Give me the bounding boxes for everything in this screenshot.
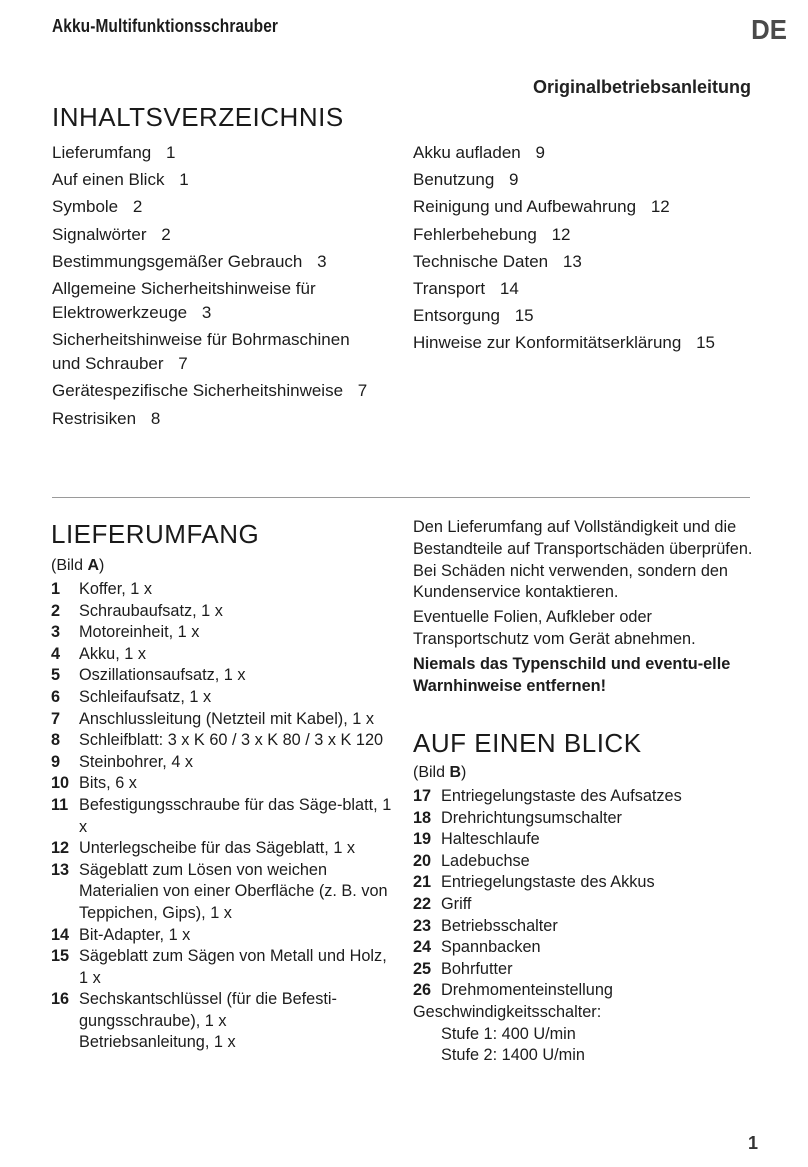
toc-entry-page: 2	[161, 224, 171, 244]
list-item	[51, 622, 396, 644]
toc-entry	[413, 277, 758, 301]
toc-entry	[413, 304, 758, 328]
list-item	[413, 959, 758, 981]
item-number: 23	[413, 916, 432, 935]
item-text: Ladebuchse	[441, 851, 530, 870]
item-number: 22	[413, 894, 432, 913]
item-text: Sechskantschlüssel (für die Befesti-gungsschraube), 1 x	[79, 990, 337, 1030]
speed-level-2: Stufe 2: 1400 U/min	[441, 1046, 585, 1065]
list-item	[51, 795, 396, 838]
toc-entry-page: 12	[551, 224, 571, 244]
section-divider	[52, 497, 750, 498]
toc-entry	[52, 379, 382, 403]
toc-entry-label: Auf einen Blick	[52, 170, 165, 190]
auf-einen-blick-heading: AUF EINEN BLICK	[413, 728, 642, 758]
figure-reference	[51, 555, 396, 576]
item-number: 16	[51, 990, 70, 1009]
toc-entry-page: 7	[357, 381, 368, 401]
list-item	[413, 872, 758, 894]
item-text: Koffer, 1 x	[79, 580, 153, 598]
toc-entry-page: 15	[696, 333, 715, 353]
item-text: Motoreinheit, 1 x	[79, 623, 200, 642]
list-item	[413, 829, 758, 851]
item-number: 15	[51, 947, 70, 966]
figure-prefix: (Bild	[51, 557, 88, 574]
item-text: Schraubaufsatz, 1 x	[79, 601, 223, 620]
figure-letter: B	[449, 764, 462, 781]
item-text: Entriegelungstaste des Aufsatzes	[441, 787, 682, 805]
list-item	[413, 786, 758, 808]
toc-entry-label: Fehlerbehebung	[413, 224, 537, 244]
toc-entry	[413, 168, 758, 192]
toc-entry-page: 3	[201, 302, 212, 322]
item-text: Bohrfutter	[441, 959, 513, 978]
toc-entry-label: Technische Daten	[413, 251, 549, 271]
toc-entry-page: 3	[317, 251, 327, 271]
toc-entry-label: Hinweise zur Konformitätserklärung	[413, 333, 682, 353]
toc-entry-label: Benutzung	[413, 170, 495, 190]
item-text: Schleifblatt: 3 x K 60 / 3 x K 80 / 3 x K 120	[79, 731, 384, 750]
item-text: Akku, 1 x	[79, 644, 146, 663]
toc-entry-label: Signalwörter	[52, 224, 147, 244]
toc-entry-label: Symbole	[52, 197, 119, 217]
list-item	[51, 687, 396, 709]
toc-right-column	[413, 141, 758, 359]
item-number: 4	[51, 644, 61, 663]
list-item	[413, 808, 758, 830]
speed-level-1: Stufe 1: 400 U/min	[441, 1024, 576, 1043]
document-subtitle: Originalbetriebsanleitung	[532, 77, 751, 97]
item-text: Griff	[441, 894, 472, 913]
list-item	[51, 644, 396, 666]
item-number: 25	[413, 959, 432, 978]
toc-entry	[52, 407, 382, 431]
toc-entry	[413, 141, 758, 165]
item-text: Bits, 6 x	[79, 774, 137, 793]
item-text: Steinbohrer, 4 x	[79, 752, 194, 771]
list-item	[51, 773, 396, 795]
item-text: Bit-Adapter, 1 x	[79, 925, 191, 944]
item-text: Drehmomenteinstellung	[441, 981, 613, 1000]
toc-entry-label: Restrisiken	[52, 408, 137, 428]
item-number: 20	[413, 851, 432, 870]
list-item	[51, 946, 396, 989]
item-number: 21	[413, 873, 432, 892]
toc-entry-page: 9	[535, 143, 545, 162]
item-number: 19	[413, 830, 432, 849]
speed-switch-label: Geschwindigkeitsschalter:	[413, 1002, 602, 1021]
toc-entry-label: Transport	[413, 278, 486, 298]
figure-suffix: )	[99, 557, 105, 574]
item-text: Spannbacken	[441, 938, 541, 957]
toc-entry	[52, 223, 382, 247]
document-title: Akku-Multifunktionsschrauber	[52, 16, 279, 36]
lieferumfang-list	[51, 579, 396, 1054]
list-item	[413, 916, 758, 938]
item-number: 10	[51, 774, 70, 793]
figure-reference	[413, 762, 758, 783]
toc-entry	[52, 250, 382, 274]
item-text: Oszillationsaufsatz, 1 x	[79, 666, 246, 685]
list-item	[51, 709, 396, 731]
item-text: Entriegelungstaste des Akkus	[441, 873, 655, 892]
item-text: Drehrichtungsumschalter	[441, 808, 622, 827]
list-item	[51, 730, 396, 752]
toc-entry-label: Lieferumfang	[52, 143, 152, 162]
item-number: 9	[51, 752, 61, 771]
toc-entry-label: Entsorgung	[413, 306, 500, 326]
toc-entry-page: 1	[165, 143, 176, 162]
toc-entry-label: Gerätespezifische Sicherheitshinweise	[52, 381, 344, 401]
item-number	[51, 1032, 79, 1054]
toc-entry-label: Allgemeine Sicherheitshinweise für Elektrowerkzeuge	[52, 278, 316, 322]
figure-letter: A	[87, 557, 100, 574]
list-item	[413, 937, 758, 959]
item-text: Sägeblatt zum Lösen von weichen Materialien von einer Oberfläche (z. B. von Teppichen, Gips), 1 x	[79, 860, 388, 922]
auf-einen-blick-section	[413, 762, 758, 1067]
list-item	[51, 925, 396, 947]
toc-left-column	[52, 141, 382, 434]
list-item	[51, 601, 396, 623]
toc-entry	[52, 195, 382, 219]
item-text: Befestigungsschraube für das Säge-blatt, 1 x	[79, 795, 392, 836]
lieferumfang-section	[51, 555, 396, 1054]
language-code: DE	[751, 14, 787, 45]
toc-entry-label: Akku aufladen	[413, 143, 521, 162]
item-number: 3	[51, 623, 61, 642]
toc-entry-label: Sicherheitshinweise für Bohrmaschinen und Schrauber	[52, 330, 350, 374]
toc-entry	[413, 195, 758, 219]
list-item	[413, 894, 758, 916]
item-text: Sägeblatt zum Sägen von Metall und Holz, 1 x	[79, 947, 387, 987]
lieferumfang-notes	[413, 517, 758, 700]
paragraph-remove-films: Eventuelle Folien, Aufkleber oder Transportschutz vom Gerät abnehmen.	[413, 608, 696, 648]
list-item	[51, 989, 396, 1032]
item-number: 24	[413, 938, 432, 957]
page-number: 1	[747, 1133, 758, 1153]
list-item	[51, 1032, 396, 1054]
auf-einen-blick-list	[413, 786, 758, 1002]
toc-entry	[413, 223, 758, 247]
lieferumfang-heading: LIEFERUMFANG	[51, 519, 260, 549]
toc-entry-page: 12	[650, 197, 670, 217]
toc-entry-page: 1	[179, 170, 189, 190]
item-number: 11	[51, 795, 69, 814]
list-item	[51, 665, 396, 687]
toc-entry	[413, 331, 758, 355]
toc-entry-page: 14	[499, 278, 519, 298]
item-number: 2	[51, 601, 61, 620]
toc-entry-label: Reinigung und Aufbewahrung	[413, 197, 637, 217]
toc-entry	[52, 277, 382, 325]
figure-suffix: )	[461, 764, 467, 781]
item-number: 7	[51, 709, 61, 728]
toc-entry	[413, 250, 758, 274]
list-item	[51, 838, 396, 860]
item-number: 1	[51, 580, 61, 598]
item-number: 12	[51, 839, 70, 858]
figure-prefix: (Bild	[413, 764, 450, 781]
list-item	[51, 860, 396, 925]
item-text: Betriebsschalter	[441, 916, 558, 935]
item-number: 26	[413, 981, 432, 1000]
list-item	[413, 851, 758, 873]
item-number: 17	[413, 787, 432, 805]
item-number: 13	[51, 860, 70, 879]
item-text: Betriebsanleitung, 1 x	[79, 1033, 236, 1052]
toc-entry-page: 15	[514, 306, 534, 326]
item-number: 6	[51, 687, 61, 706]
item-number: 5	[51, 666, 61, 685]
toc-entry	[52, 141, 382, 165]
item-number: 8	[51, 731, 61, 750]
item-number: 14	[51, 925, 70, 944]
toc-entry-page: 9	[509, 170, 519, 190]
warning-text: Niemals das Typenschild und eventu-elle Warnhinweise entfernen!	[413, 654, 731, 695]
toc-entry	[52, 328, 382, 376]
item-text: Halteschlaufe	[441, 830, 540, 849]
list-item	[51, 579, 396, 601]
list-item	[51, 752, 396, 774]
toc-heading: INHALTSVERZEICHNIS	[52, 102, 344, 132]
item-text: Unterlegscheibe für das Sägeblatt, 1 x	[79, 839, 356, 858]
item-text: Schleifaufsatz, 1 x	[79, 687, 212, 706]
toc-entry-label: Bestimmungsgemäßer Gebrauch	[52, 251, 303, 271]
toc-entry-page: 7	[178, 354, 188, 374]
list-item	[413, 980, 758, 1002]
paragraph-check-delivery: Den Lieferumfang auf Vollständigkeit und die Bestandteile auf Transportschäden überprüfen. Bei Schäden nicht verwenden, sondern den Kundenservice kontaktieren.	[413, 518, 753, 602]
toc-entry	[52, 168, 382, 192]
toc-entry-page: 2	[132, 197, 143, 217]
item-number: 18	[413, 808, 432, 827]
toc-entry-page: 13	[562, 251, 582, 271]
item-text: Anschlussleitung (Netzteil mit Kabel), 1 x	[79, 709, 374, 728]
toc-entry-page: 8	[150, 408, 161, 428]
